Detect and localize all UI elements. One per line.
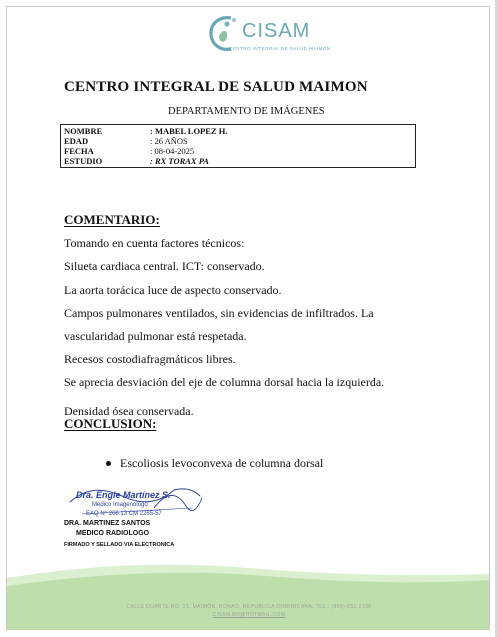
conclusion-item <box>106 456 323 471</box>
patient-info-box <box>60 124 416 168</box>
stamp-role: Medico Imagenologo <box>92 502 148 508</box>
clinic-logo <box>205 14 331 56</box>
comment-line: Tomando en cuenta factores técnicos: <box>64 236 245 250</box>
comment-line: Campos pulmonares ventilados, sin evidencias de infiltrados. La <box>64 306 374 320</box>
stamp-name: Dra. Engie Martínez S. <box>76 490 171 500</box>
logo-brand: CISAM <box>242 20 311 42</box>
footer-email[interactable]: CISAM.BO@HOTMAIL.COM <box>212 612 286 618</box>
conclusion-heading: CONCLUSION: <box>64 416 157 431</box>
signature-stamp <box>62 478 212 524</box>
comment-heading: COMENTARIO: <box>64 212 160 227</box>
signature-note: FIRMADO Y SELLADO VIA ELECTRONICA <box>64 542 175 548</box>
study-value: : RX TORAX PA <box>150 156 209 166</box>
stamp-exequatur: EXQ N° 206 13 CM 2265-57 <box>86 511 162 517</box>
comment-line: Recesos costodiafragmáticos libres. <box>64 352 236 366</box>
logo-tagline: CENTRO INTEGRAL DE SALUD MAIMON <box>229 46 331 51</box>
document-title: CENTRO INTEGRAL DE SALUD MAIMON <box>64 79 368 95</box>
comment-line: Densidad ósea conservada. <box>64 404 194 418</box>
date-label: FECHA <box>64 146 94 156</box>
bullet-icon <box>106 461 111 466</box>
comment-line: La aorta torácica luce de aspecto conservado. <box>64 283 282 297</box>
department-name: DEPARTAMENTO DE IMÁGENES <box>168 106 325 117</box>
footer-wave <box>7 560 489 630</box>
conclusion-text: Escoliosis levoconvexa de columna dorsal <box>120 456 324 470</box>
comment-line: Se aprecia desviación del eje de columna dorsal hacia la izquierda. <box>64 375 385 389</box>
age-label: EDAD <box>64 136 89 146</box>
footer-address: CALLE DUARTE NO. 15, MAIMÓN, BONAO, REPUBLICA DOMINICANA, TEL.: (809)-551-2196 <box>126 604 372 610</box>
signer-name: DRA. MARTINEZ SANTOS <box>64 520 151 527</box>
comment-line: Silueta cardiaca central. ICT: conservado. <box>64 259 265 273</box>
date-value: : 08-04-2025 <box>150 146 195 156</box>
stamp-scribble-icon <box>62 478 212 524</box>
name-value: : MABEL LOPEZ H. <box>150 126 228 136</box>
name-label: NOMBRE <box>64 126 103 136</box>
age-value: : 26 AÑOS <box>150 136 188 146</box>
comment-line: vascularidad pulmonar está respetada. <box>64 329 247 343</box>
signer-role: MEDICO RADIOLOGO <box>76 530 150 537</box>
study-label: ESTUDIO <box>64 156 103 166</box>
